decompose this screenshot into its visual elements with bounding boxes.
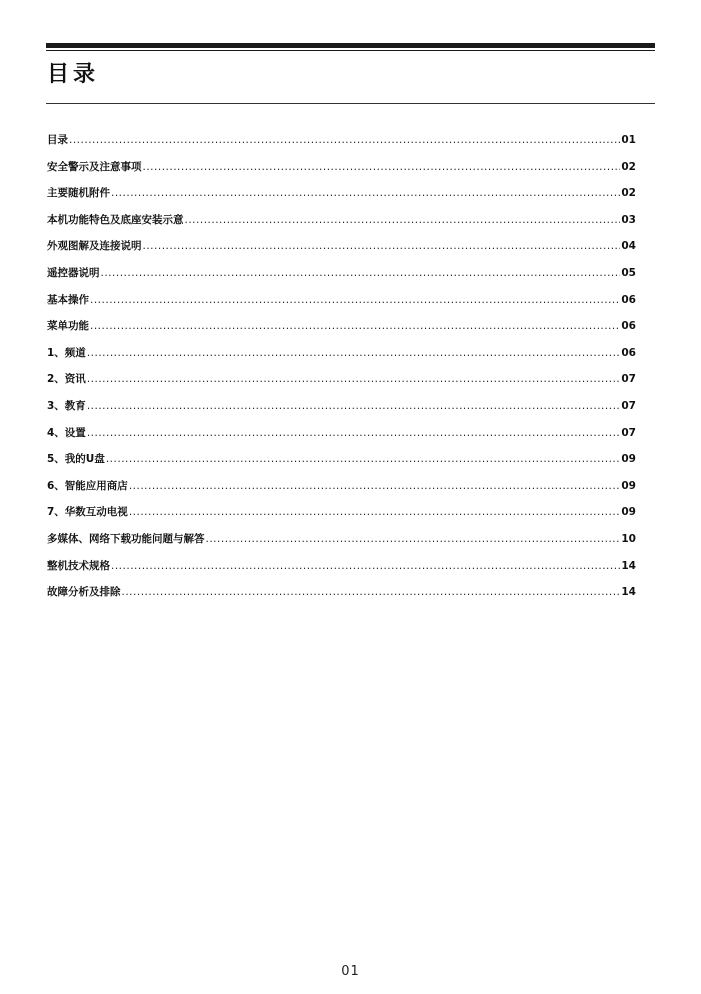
toc-entry-label: 安全警示及注意事项	[47, 160, 142, 173]
toc-entry[interactable]	[47, 558, 636, 585]
toc-entry-page: 14	[621, 586, 636, 599]
toc-entry[interactable]	[47, 425, 636, 452]
toc-entry[interactable]	[47, 159, 636, 186]
toc-entry-page: 07	[621, 399, 636, 412]
toc-dot-leader	[87, 373, 621, 385]
toc-entry[interactable]	[47, 345, 636, 372]
toc-entry[interactable]	[47, 185, 636, 212]
toc-entry-page: 14	[621, 559, 636, 572]
header-rule-thick	[46, 43, 655, 48]
toc-entry-page: 10	[621, 532, 636, 545]
toc-entry-label: 外观图解及连接说明	[47, 240, 142, 253]
toc-entry-label: 7、华数互动电视	[47, 506, 128, 519]
toc-entry[interactable]	[47, 318, 636, 345]
toc-dot-leader	[101, 267, 621, 279]
toc-entry[interactable]	[47, 212, 636, 239]
toc-entry-page: 03	[621, 213, 636, 226]
toc-entry-page: 09	[621, 506, 636, 519]
toc-entry[interactable]	[47, 531, 636, 558]
toc-entry-page: 07	[621, 426, 636, 439]
toc-entry-label: 菜单功能	[47, 320, 89, 333]
toc-entry[interactable]	[47, 292, 636, 319]
toc-dot-leader	[206, 533, 621, 545]
toc-entry-label: 4、设置	[47, 426, 86, 439]
toc-entry-page: 05	[621, 266, 636, 279]
toc-entry[interactable]	[47, 265, 636, 292]
toc-entry-page: 09	[621, 479, 636, 492]
toc-dot-leader	[122, 586, 621, 598]
toc-entry[interactable]	[47, 478, 636, 505]
toc-entry-page: 09	[621, 453, 636, 466]
toc-entry-page: 02	[621, 160, 636, 173]
toc-entry-label: 3、教育	[47, 399, 86, 412]
toc-dot-leader	[129, 506, 621, 518]
toc-dot-leader	[106, 453, 621, 465]
toc-dot-leader	[129, 480, 621, 492]
title-divider	[46, 103, 655, 104]
toc-entry-label: 1、频道	[47, 346, 86, 359]
toc-entry[interactable]	[47, 132, 636, 159]
toc-entry-page: 06	[621, 320, 636, 333]
toc-dot-leader	[87, 400, 621, 412]
toc-dot-leader	[111, 187, 620, 199]
toc-dot-leader	[90, 320, 620, 332]
toc-entry-label: 目录	[47, 134, 68, 146]
toc-dot-leader	[111, 560, 620, 572]
toc-entry-label: 6、智能应用商店	[47, 479, 128, 492]
toc-dot-leader	[143, 240, 621, 252]
toc-entry-page: 06	[621, 293, 636, 306]
toc-entry-label: 5、我的U盘	[47, 453, 105, 466]
header-rule-thin	[46, 50, 655, 51]
toc-entry-page: 07	[621, 373, 636, 386]
toc-entry-label: 2、资讯	[47, 373, 86, 386]
toc-dot-leader	[143, 161, 621, 173]
toc-entry[interactable]	[47, 451, 636, 478]
toc-dot-leader	[87, 347, 621, 359]
toc-entry-page: 06	[621, 346, 636, 359]
toc-dot-leader	[185, 214, 621, 226]
page-title: 目录	[47, 62, 100, 87]
toc-dot-leader	[90, 294, 620, 306]
toc-entry-label: 本机功能特色及底座安装示意	[47, 213, 184, 226]
page-number: 01	[341, 964, 360, 979]
toc-entry[interactable]	[47, 584, 636, 611]
toc-entry-label: 主要随机附件	[47, 187, 110, 200]
toc-dot-leader	[69, 134, 620, 146]
toc-entry-label: 故障分析及排除	[47, 586, 121, 599]
toc-entry-label: 多媒体、网络下载功能问题与解答	[47, 532, 205, 545]
toc-entry-label: 整机技术规格	[47, 559, 110, 572]
toc-entry[interactable]	[47, 504, 636, 531]
toc-entry-page: 02	[621, 187, 636, 200]
toc-entry-label: 遥控器说明	[47, 266, 100, 279]
toc-entry-page: 01	[621, 134, 636, 146]
toc-dot-leader	[87, 427, 621, 439]
table-of-contents	[47, 132, 636, 611]
toc-entry-label: 基本操作	[47, 293, 89, 306]
toc-entry[interactable]	[47, 238, 636, 265]
toc-entry[interactable]	[47, 398, 636, 425]
toc-entry-page: 04	[621, 240, 636, 253]
toc-entry[interactable]	[47, 371, 636, 398]
